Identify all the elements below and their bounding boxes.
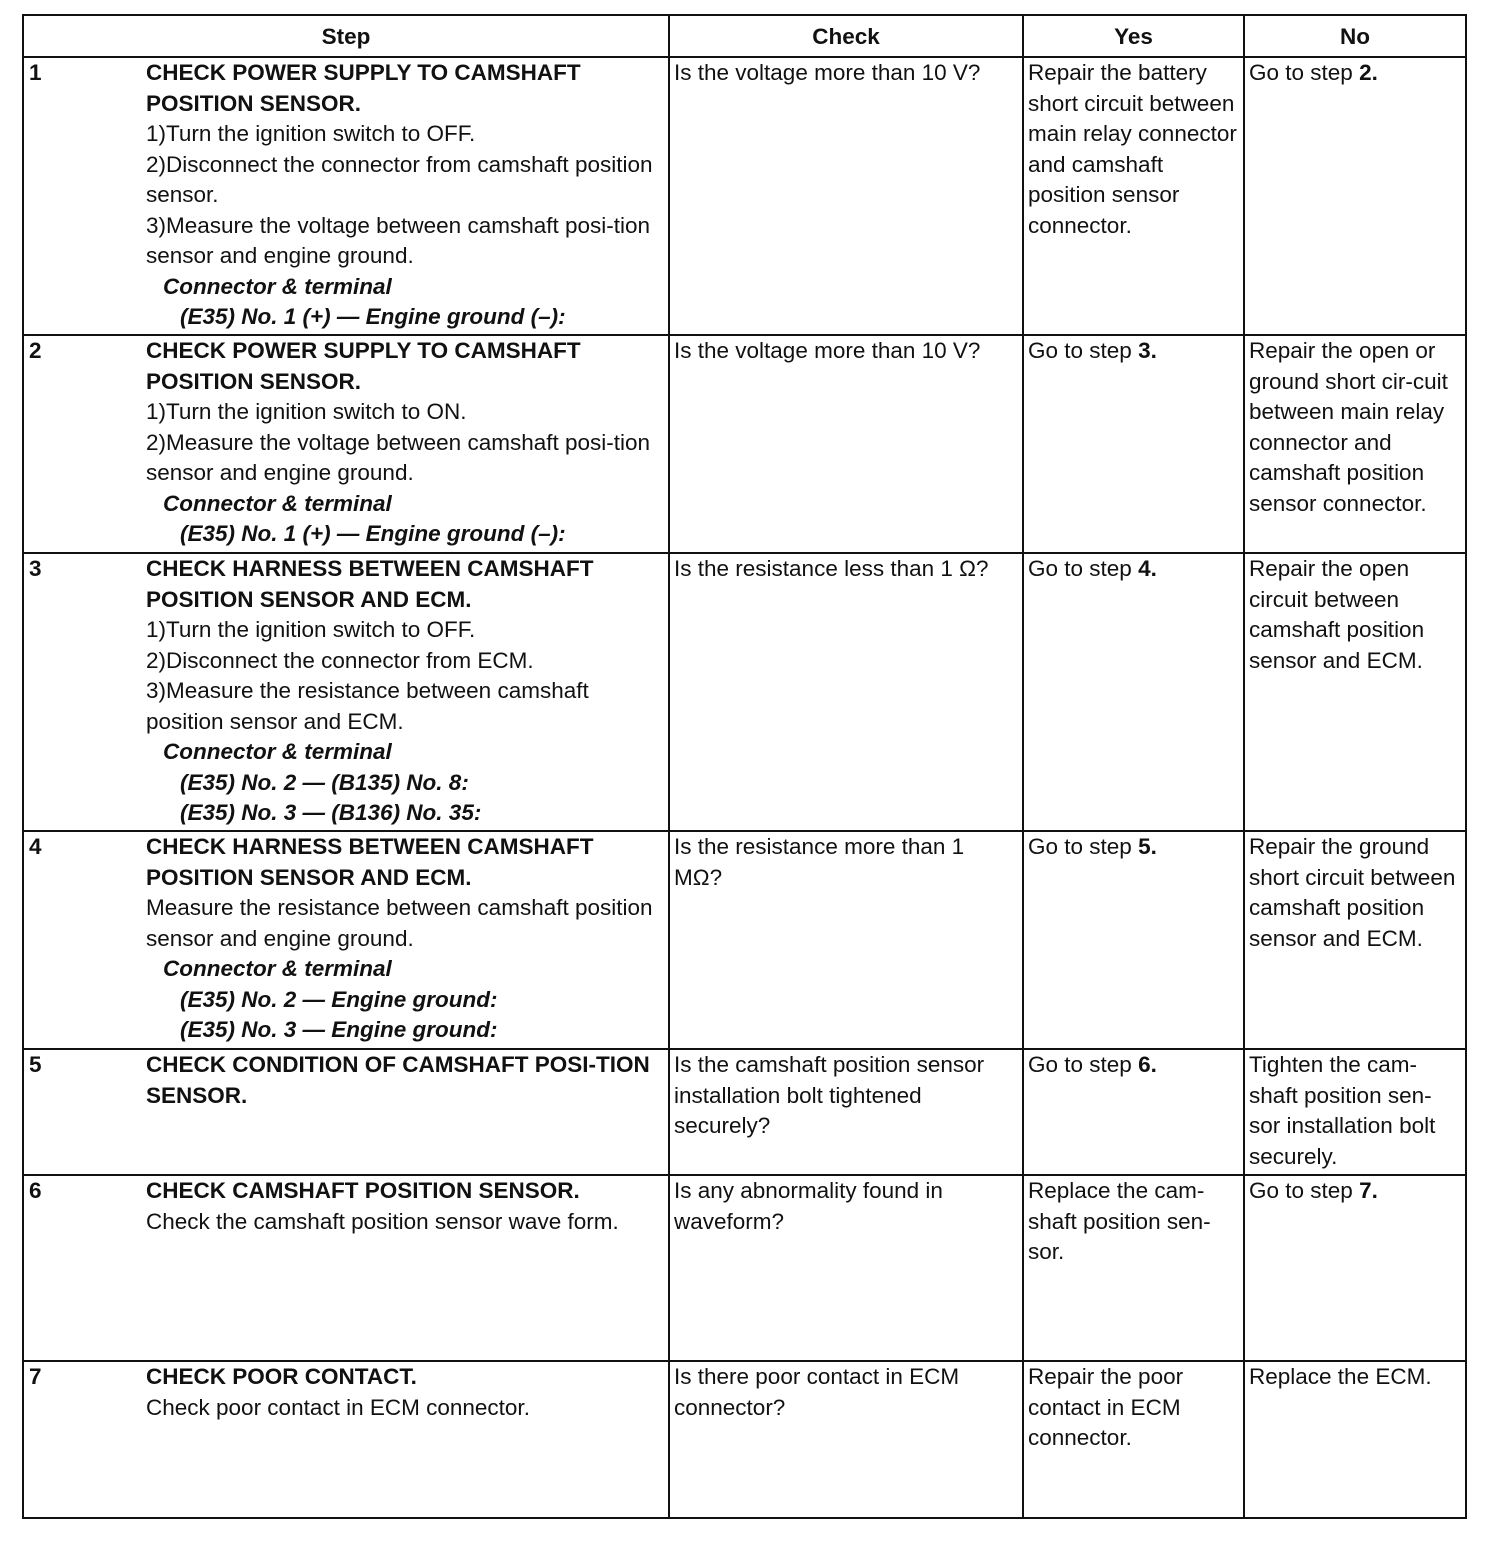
no-text: Repair the open circuit between camshaft position sensor and ECM.	[1249, 556, 1425, 673]
step-cell	[23, 1049, 669, 1175]
yes-cell	[1023, 1361, 1244, 1518]
yes-cell	[1023, 335, 1244, 553]
no-text: Go to step	[1249, 60, 1360, 85]
connector-terminal: (E35) No. 3 — (B136) No. 35:	[180, 800, 482, 825]
step-number: 2	[29, 338, 42, 363]
yes-text: Repair the poor contact in ECM connector.	[1028, 1364, 1184, 1450]
connector-heading: Connector & terminal	[163, 490, 392, 516]
step-cell	[23, 1175, 669, 1361]
no-step-number: 7.	[1359, 1178, 1378, 1203]
no-text: Tighten the cam-shaft position sen-sor installation bolt securely.	[1249, 1052, 1436, 1169]
step-body	[146, 58, 664, 333]
yes-step-number: 6.	[1138, 1052, 1157, 1077]
step-title: CHECK POWER SUPPLY TO CAMSHAFT POSITION SENSOR.	[146, 60, 581, 116]
no-cell	[1244, 1175, 1466, 1361]
no-text: Repair the ground short circuit between camshaft position sensor and ECM.	[1249, 834, 1456, 951]
step-number: 6	[29, 1178, 42, 1203]
step-instruction: 3)Measure the resistance between camshaft position sensor and ECM.	[146, 678, 589, 734]
header-step: Step	[23, 15, 669, 57]
step-instruction: Check poor contact in ECM connector.	[146, 1394, 530, 1420]
check-cell: Is there poor contact in ECM connector?	[669, 1361, 1023, 1518]
yes-text: Go to step	[1028, 338, 1139, 363]
table-body	[23, 57, 1466, 1518]
connector-terminal: (E35) No. 3 — Engine ground:	[180, 1017, 498, 1042]
no-cell	[1244, 1049, 1466, 1175]
step-instruction: Check the camshaft position sensor wave form.	[146, 1208, 619, 1234]
check-cell: Is the voltage more than 10 V?	[669, 335, 1023, 553]
yes-cell	[1023, 831, 1244, 1049]
check-cell: Is the voltage more than 10 V?	[669, 57, 1023, 335]
step-title: CHECK CAMSHAFT POSITION SENSOR.	[146, 1178, 580, 1203]
step-body	[146, 832, 664, 1046]
table-row	[23, 1049, 1466, 1175]
no-cell	[1244, 335, 1466, 553]
step-number: 7	[29, 1364, 42, 1389]
step-instruction: 1)Turn the ignition switch to ON.	[146, 399, 467, 424]
header-no: No	[1244, 15, 1466, 57]
step-instruction: 1)Turn the ignition switch to OFF.	[146, 617, 476, 642]
step-title: CHECK POOR CONTACT.	[146, 1364, 417, 1389]
yes-step-number: 3.	[1138, 338, 1157, 363]
yes-step-number: 4.	[1138, 556, 1157, 581]
check-cell: Is the camshaft position sensor installation bolt tightened securely?	[669, 1049, 1023, 1175]
no-cell	[1244, 553, 1466, 831]
step-number: 1	[29, 60, 42, 85]
yes-text: Replace the cam-shaft position sen-sor.	[1028, 1178, 1211, 1264]
step-number: 3	[29, 556, 42, 581]
step-instruction: 2)Disconnect the connector from ECM.	[146, 647, 534, 673]
step-instruction: 3)Measure the voltage between camshaft posi-tion sensor and engine ground.	[146, 212, 651, 268]
no-text: Repair the open or ground short cir-cuit between main relay connector and camshaft position sensor connector.	[1249, 338, 1448, 516]
yes-text: Go to step	[1028, 834, 1139, 859]
step-number: 5	[29, 1052, 42, 1077]
step-instruction: Measure the resistance between camshaft position sensor and engine ground.	[146, 895, 653, 951]
step-cell	[23, 335, 669, 553]
table-row	[23, 335, 1466, 553]
yes-cell	[1023, 1175, 1244, 1361]
step-body	[146, 554, 664, 829]
step-title: CHECK POWER SUPPLY TO CAMSHAFT POSITION SENSOR.	[146, 338, 581, 394]
step-cell	[23, 57, 669, 335]
yes-cell	[1023, 553, 1244, 831]
no-cell	[1244, 831, 1466, 1049]
check-cell: Is any abnormality found in waveform?	[669, 1175, 1023, 1361]
yes-text: Go to step	[1028, 1052, 1139, 1077]
step-body	[146, 1176, 664, 1237]
step-title: CHECK CONDITION OF CAMSHAFT POSI-TION SENSOR.	[146, 1052, 650, 1108]
table-row	[23, 1361, 1466, 1518]
table-row	[23, 57, 1466, 335]
table-row	[23, 1175, 1466, 1361]
connector-terminal: (E35) No. 2 — Engine ground:	[180, 986, 498, 1012]
no-text: Go to step	[1249, 1178, 1360, 1203]
step-title: CHECK HARNESS BETWEEN CAMSHAFT POSITION SENSOR AND ECM.	[146, 834, 594, 890]
header-row	[23, 15, 1466, 57]
step-instruction: 1)Turn the ignition switch to OFF.	[146, 121, 476, 146]
step-cell	[23, 553, 669, 831]
check-cell: Is the resistance more than 1 MΩ?	[669, 831, 1023, 1049]
yes-step-number: 5.	[1138, 834, 1157, 859]
yes-text: Repair the battery short circuit between main relay connector and camshaft position sensor connector.	[1028, 60, 1237, 238]
yes-text: Go to step	[1028, 556, 1139, 581]
no-step-number: 2.	[1359, 60, 1378, 85]
connector-heading: Connector & terminal	[163, 956, 392, 981]
yes-cell	[1023, 1049, 1244, 1175]
no-cell	[1244, 57, 1466, 335]
step-body	[146, 1362, 664, 1423]
table-row	[23, 831, 1466, 1049]
step-body	[146, 1050, 664, 1111]
header-check: Check	[669, 15, 1023, 57]
step-instruction: 2)Disconnect the connector from camshaft position sensor.	[146, 151, 653, 207]
connector-terminal: (E35) No. 2 — (B135) No. 8:	[180, 769, 469, 795]
step-title: CHECK HARNESS BETWEEN CAMSHAFT POSITION SENSOR AND ECM.	[146, 556, 594, 612]
step-number: 4	[29, 834, 42, 859]
header-yes: Yes	[1023, 15, 1244, 57]
check-cell: Is the resistance less than 1 Ω?	[669, 553, 1023, 831]
connector-heading: Connector & terminal	[163, 273, 392, 299]
step-cell	[23, 831, 669, 1049]
yes-cell	[1023, 57, 1244, 335]
no-text: Replace the ECM.	[1249, 1364, 1432, 1389]
step-instruction: 2)Measure the voltage between camshaft posi-tion sensor and engine ground.	[146, 429, 651, 485]
connector-heading: Connector & terminal	[163, 739, 392, 764]
step-cell	[23, 1361, 669, 1518]
table-row	[23, 553, 1466, 831]
step-body	[146, 336, 664, 550]
connector-terminal: (E35) No. 1 (+) — Engine ground (–):	[180, 304, 566, 329]
connector-terminal: (E35) No. 1 (+) — Engine ground (–):	[180, 521, 566, 546]
diagnostic-table	[22, 14, 1467, 1519]
no-cell	[1244, 1361, 1466, 1518]
